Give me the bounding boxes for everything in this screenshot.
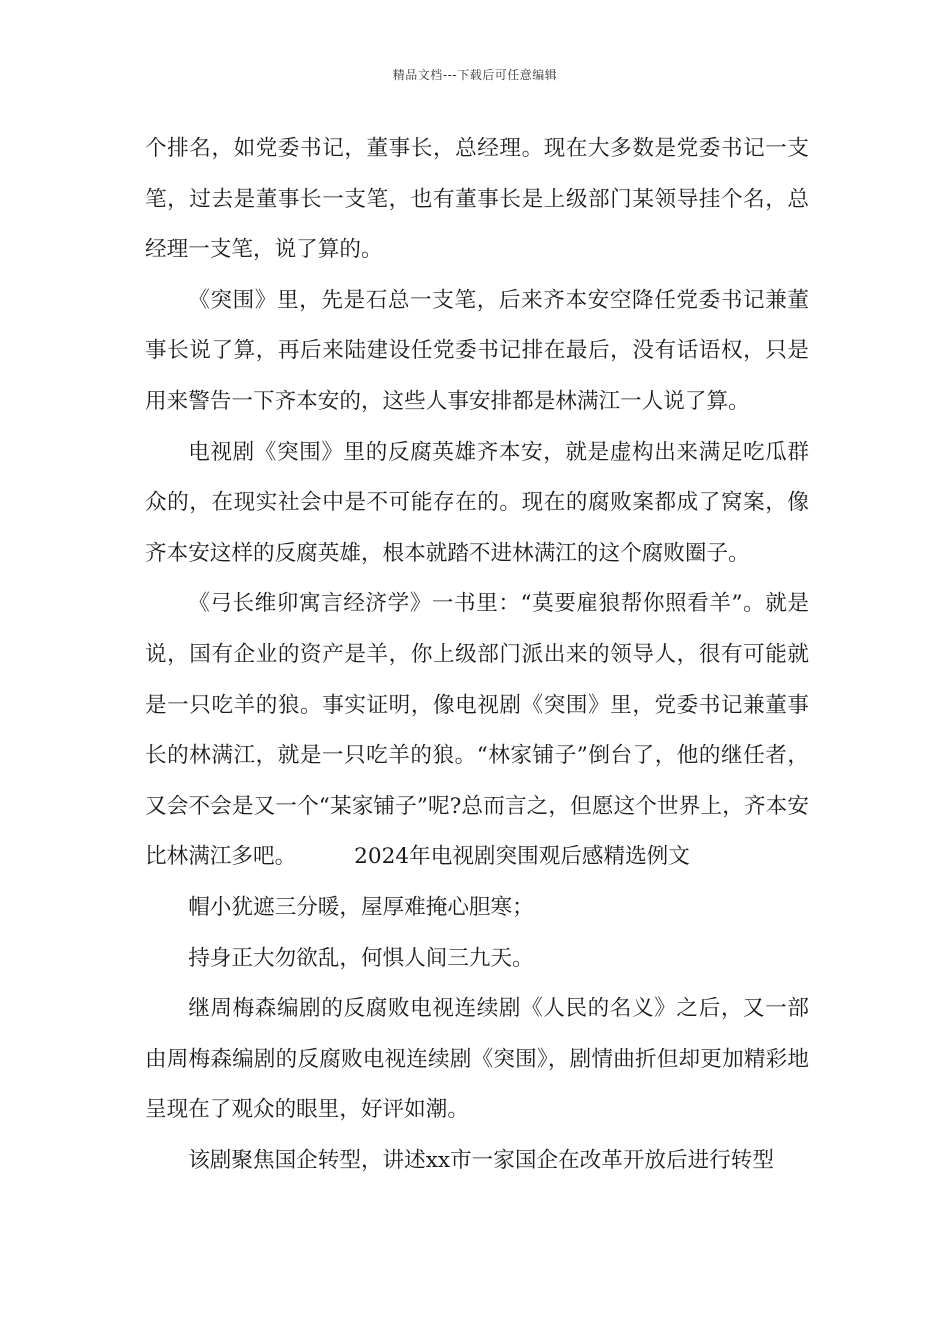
paragraph-2: 《突围》里，先是石总一支笔，后来齐本安空降任党委书记兼董事长说了算，再后来陆建设任党委书记排在最后，没有话语权，只是用来警告一下齐本安的，这些人事安排都是林满江一人说了算。 <box>145 287 809 414</box>
paragraph-4-text: 《弓长维卯寓言经济学》一书里：“莫要雇狼帮你照看羊”。就是说，国有企业的资产是羊，你上级部门派出来的领导人，很有可能就是一只吃羊的狼。事实证明，像电视剧《突围》里，党委书记兼董事长的林满江，就是一只吃羊的狼。“林家铺子”倒台了，他的继任者，又会不会是又一个“某家铺子”呢?总而言之，但愿这个世界上，齐本安比林满江多吧。 <box>145 591 809 870</box>
paragraph-8: 该剧聚焦国企转型，讲述xx市一家国企在改革开放后进行转型 <box>188 1147 774 1173</box>
paragraph-3: 电视剧《突围》里的反腐英雄齐本安，就是虚构出来满足吃瓜群众的，在现实社会中是不可能存在的。现在的腐败案都成了窝案，像齐本安这样的反腐英雄，根本就踏不进林满江的这个腐败圈子。 <box>145 439 809 566</box>
page-header: 精品文档---下载后可任意编辑 <box>392 68 558 82</box>
document-body <box>145 124 809 1186</box>
section-title: 2024年电视剧突围观后感精选例文 <box>354 844 690 870</box>
paragraph-4 <box>145 579 809 883</box>
paragraph-6: 持身正大勿欲乱，何惧人间三九天。 <box>188 945 534 971</box>
paragraph-1: 个排名，如党委书记，董事长，总经理。现在大多数是党委书记一支笔，过去是董事长一支笔，也有董事长是上级部门某领导挂个名，总经理一支笔，说了算的。 <box>145 136 809 263</box>
paragraph-7: 继周梅森编剧的反腐败电视连续剧《人民的名义》之后，又一部由周梅森编剧的反腐败电视连续剧《突围》，剧情曲折但却更加精彩地呈现在了观众的眼里，好评如潮。 <box>145 996 809 1123</box>
paragraph-5: 帽小犹遮三分暖，屋厚难掩心胆寒； <box>188 894 534 920</box>
